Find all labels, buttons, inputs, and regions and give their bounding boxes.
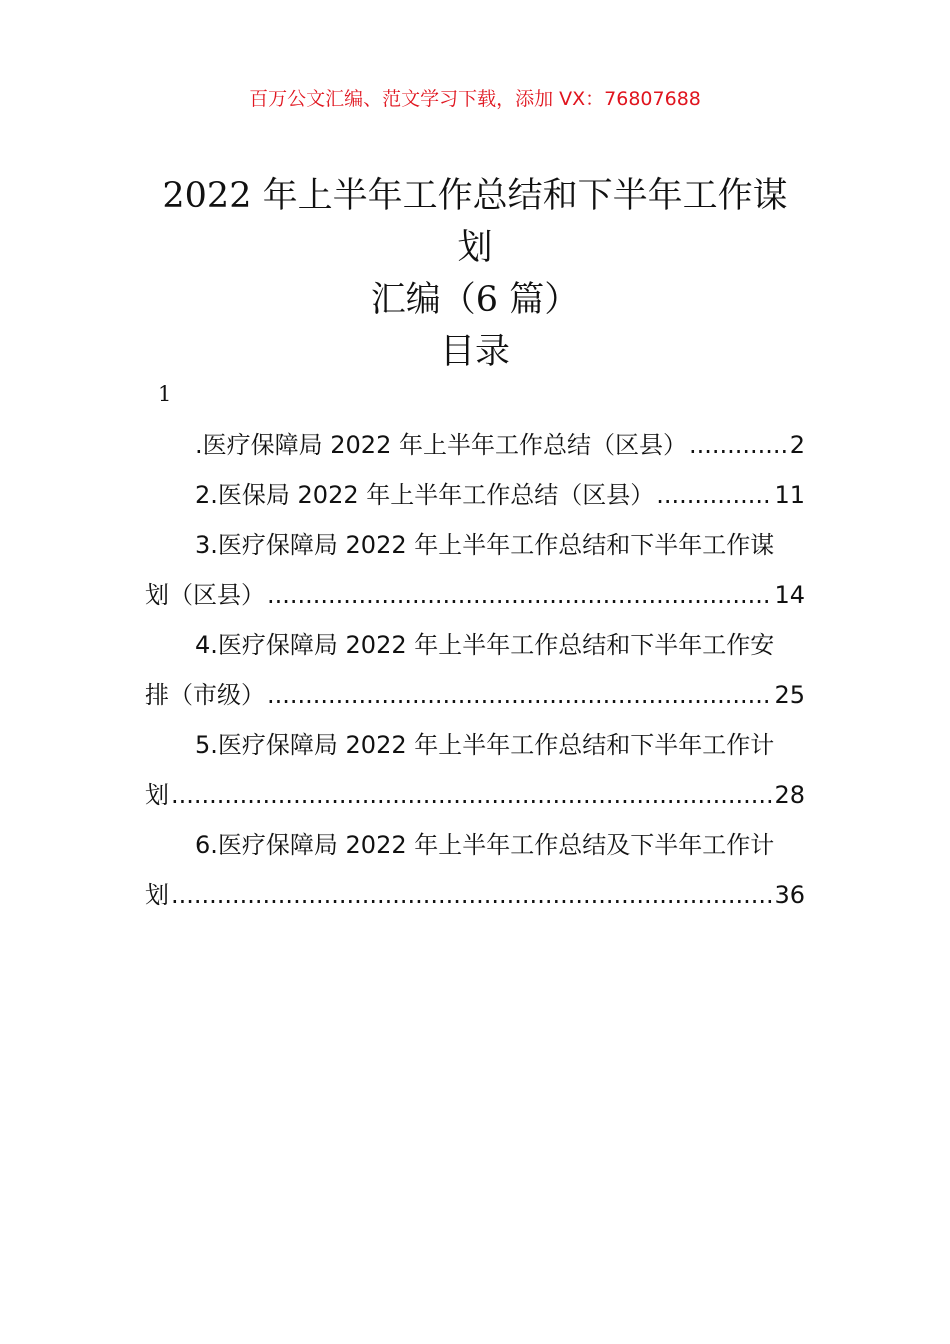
toc-entry-title: 2.医保局 2022 年上半年工作总结（区县）: [195, 481, 655, 509]
toc-page-number: 14: [774, 581, 805, 609]
toc-entry-title-cont: 划（区县）: [145, 581, 265, 609]
toc-entry-title: .医疗保障局 2022 年上半年工作总结（区县）: [195, 431, 687, 459]
toc-entry-title-cont: 划: [145, 781, 169, 809]
toc-entry-2[interactable]: [145, 470, 805, 520]
toc-page-number: 11: [774, 481, 805, 509]
toc-entry-title: 4.医疗保障局 2022 年上半年工作总结和下半年工作安: [195, 631, 775, 659]
dot-leader: [689, 420, 788, 470]
document-title: [150, 170, 800, 326]
toc-entry-3[interactable]: [145, 520, 805, 620]
stray-number: 1: [158, 382, 172, 406]
toc-entry-title: 5.医疗保障局 2022 年上半年工作总结和下半年工作计: [195, 731, 775, 759]
toc-page-number: 36: [774, 881, 805, 909]
dot-leader: [171, 870, 772, 920]
dot-leader: [171, 770, 772, 820]
toc-entry-1[interactable]: [145, 420, 805, 470]
table-of-contents: [145, 420, 805, 920]
dot-leader: [267, 570, 772, 620]
toc-entry-title: 3.医疗保障局 2022 年上半年工作总结和下半年工作谋: [195, 531, 775, 559]
toc-entry-4[interactable]: [145, 620, 805, 720]
title-line-1: 2022 年上半年工作总结和下半年工作谋划: [162, 176, 788, 268]
watermark-header: 百万公文汇编、范文学习下载，添加 VX：76807688: [249, 88, 701, 110]
toc-heading: 目录: [439, 332, 510, 372]
dot-leader: [656, 470, 772, 520]
dot-leader: [267, 670, 772, 720]
toc-entry-6[interactable]: [145, 820, 805, 920]
toc-entry-title-cont: 排（市级）: [145, 681, 265, 709]
toc-page-number: 25: [774, 681, 805, 709]
toc-entry-5[interactable]: [145, 720, 805, 820]
toc-entry-title: 6.医疗保障局 2022 年上半年工作总结及下半年工作计: [195, 831, 775, 859]
toc-page-number: 2: [789, 431, 805, 459]
toc-entry-title-cont: 划: [145, 881, 169, 909]
toc-page-number: 28: [774, 781, 805, 809]
title-line-2: 汇编（6 篇）: [370, 280, 580, 320]
